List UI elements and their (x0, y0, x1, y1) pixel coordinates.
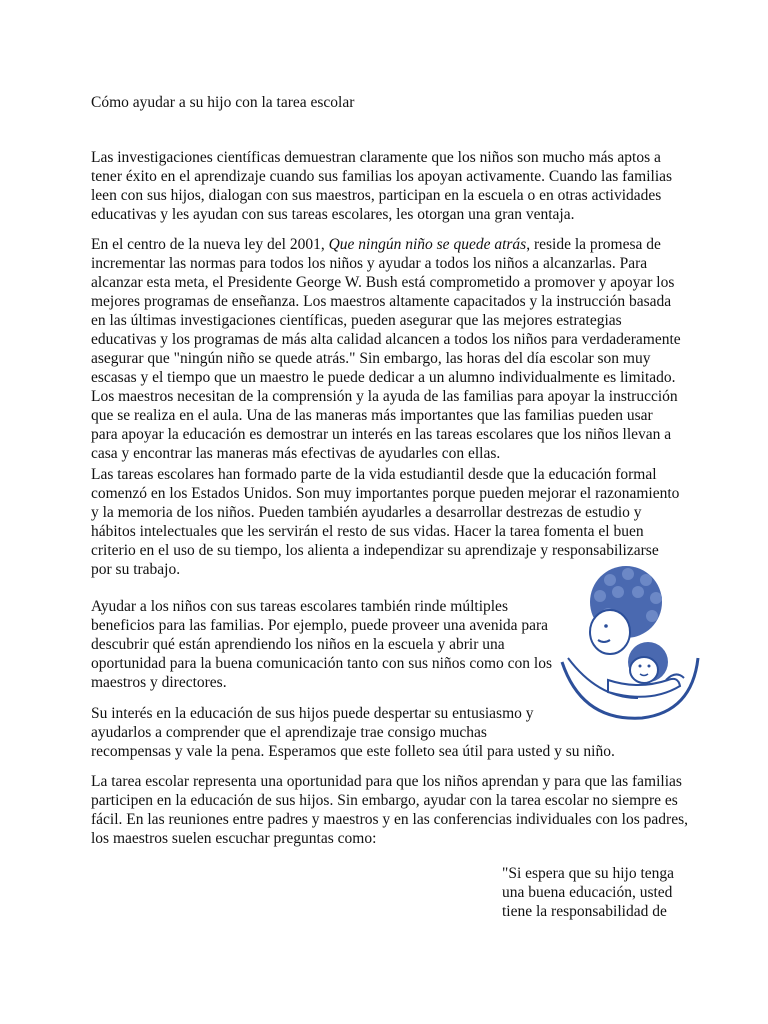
law-title: Que ningún niño se quede atrás (328, 236, 527, 253)
encouragement-line-1: Su interés en la educación de sus hijos puede despertar su entusiasmo y (91, 705, 534, 722)
paragraph-homework-history: Las tareas escolares han formado parte de la vida estudiantil desde que la educación formal comenzó en los Estados Unidos. Son muy importantes porque pueden mejorar el razonamiento y la memoria de los niños. Pueden también ayudarles a desarrollar destrezas de estudio y hábitos intelectuales que les servirán el resto de sus vidas. Hacer la tarea fomenta el buen criterio en el uso de su tiempo, los alienta a independizar su aprendizaje y responsabilizarse por su trabajo. (91, 466, 680, 578)
paragraph-law-rest: , reside la promesa de incrementar las normas para todos los niños y ayudar a todos los niños a alcanzarlas. Para alcanzar esta meta, el Presidente George W. Bush está comprometido a promover y apoyar los mejores programas de enseñanza. Los maestros altamente capacitados y la instrucción basada en las últimas investigaciones científicas, pueden asegurar que las mejores estrategias educativas y los programas de más alta calidad alcancen a todos los niños para verdaderamente asegurar que "ningún niño se quede atrás." Sin embargo, las horas del día escolar son muy escasas y el tiempo que un maestro le puede dedicar a un alumno individualmente es limitado. Los maestros necesitan de la comprensión y la ayuda de las familias para apoyar la instrucción que se realiza en el aula. Una de las maneras más importantes que las familias pueden usar para apoyar la educación es demostrar un interés en las tareas escolares que los niños llevan a casa y encontrar las maneras más efectivas de ayudarles con ellas. (91, 236, 681, 462)
quote-line-1: "Si espera que su hijo tenga (502, 865, 675, 882)
document-title: Cómo ayudar a su hijo con la tarea escolar (91, 94, 355, 111)
quote-block (502, 864, 682, 921)
parent-child-illustration (548, 562, 708, 722)
paragraph-opportunity: La tarea escolar representa una oportunidad para que los niños aprendan y para que las familias participen en la educación de sus hijos. Sin embargo, ayudar con la tarea escolar no siempre es fácil. En las reuniones entre padres y maestros y en las conferencias individuales con los padres, los maestros suelen escuchar preguntas como: (91, 773, 688, 847)
paragraph-law (91, 235, 681, 463)
paragraph-family-benefits: Ayudar a los niños con sus tareas escolares también rinde múltiples beneficios para las familias. Por ejemplo, puede proveer una avenida para descubrir qué están aprendiendo los niños en la escuela y abrir una oportunidad para la buena comunicación tanto con sus niños como con los maestros y directores. (91, 598, 553, 691)
encouragement-line-2: ayudarlos a comprender que el aprendizaje trae consigo muchas (91, 724, 487, 741)
paragraph-encouragement (91, 704, 691, 761)
paragraph-law-start: En el centro de la nueva ley del 2001, (91, 236, 329, 253)
quote-line-3: tiene la responsabilidad de (502, 903, 667, 920)
paragraph-intro: Las investigaciones científicas demuestran claramente que los niños son mucho más aptos a tener éxito en el aprendizaje cuando sus familias los apoyan activamente. Cuando las familias leen con sus hijos, dialogan con sus maestros, participan en la escuela o en otras actividades educativas y les ayudan con sus tareas escolares, les otorgan una gran ventaja. (91, 149, 673, 223)
quote-line-2: una buena educación, usted (502, 884, 673, 901)
encouragement-line-3: recompensas y vale la pena. Esperamos que este folleto sea útil para usted y su niño. (91, 743, 615, 760)
